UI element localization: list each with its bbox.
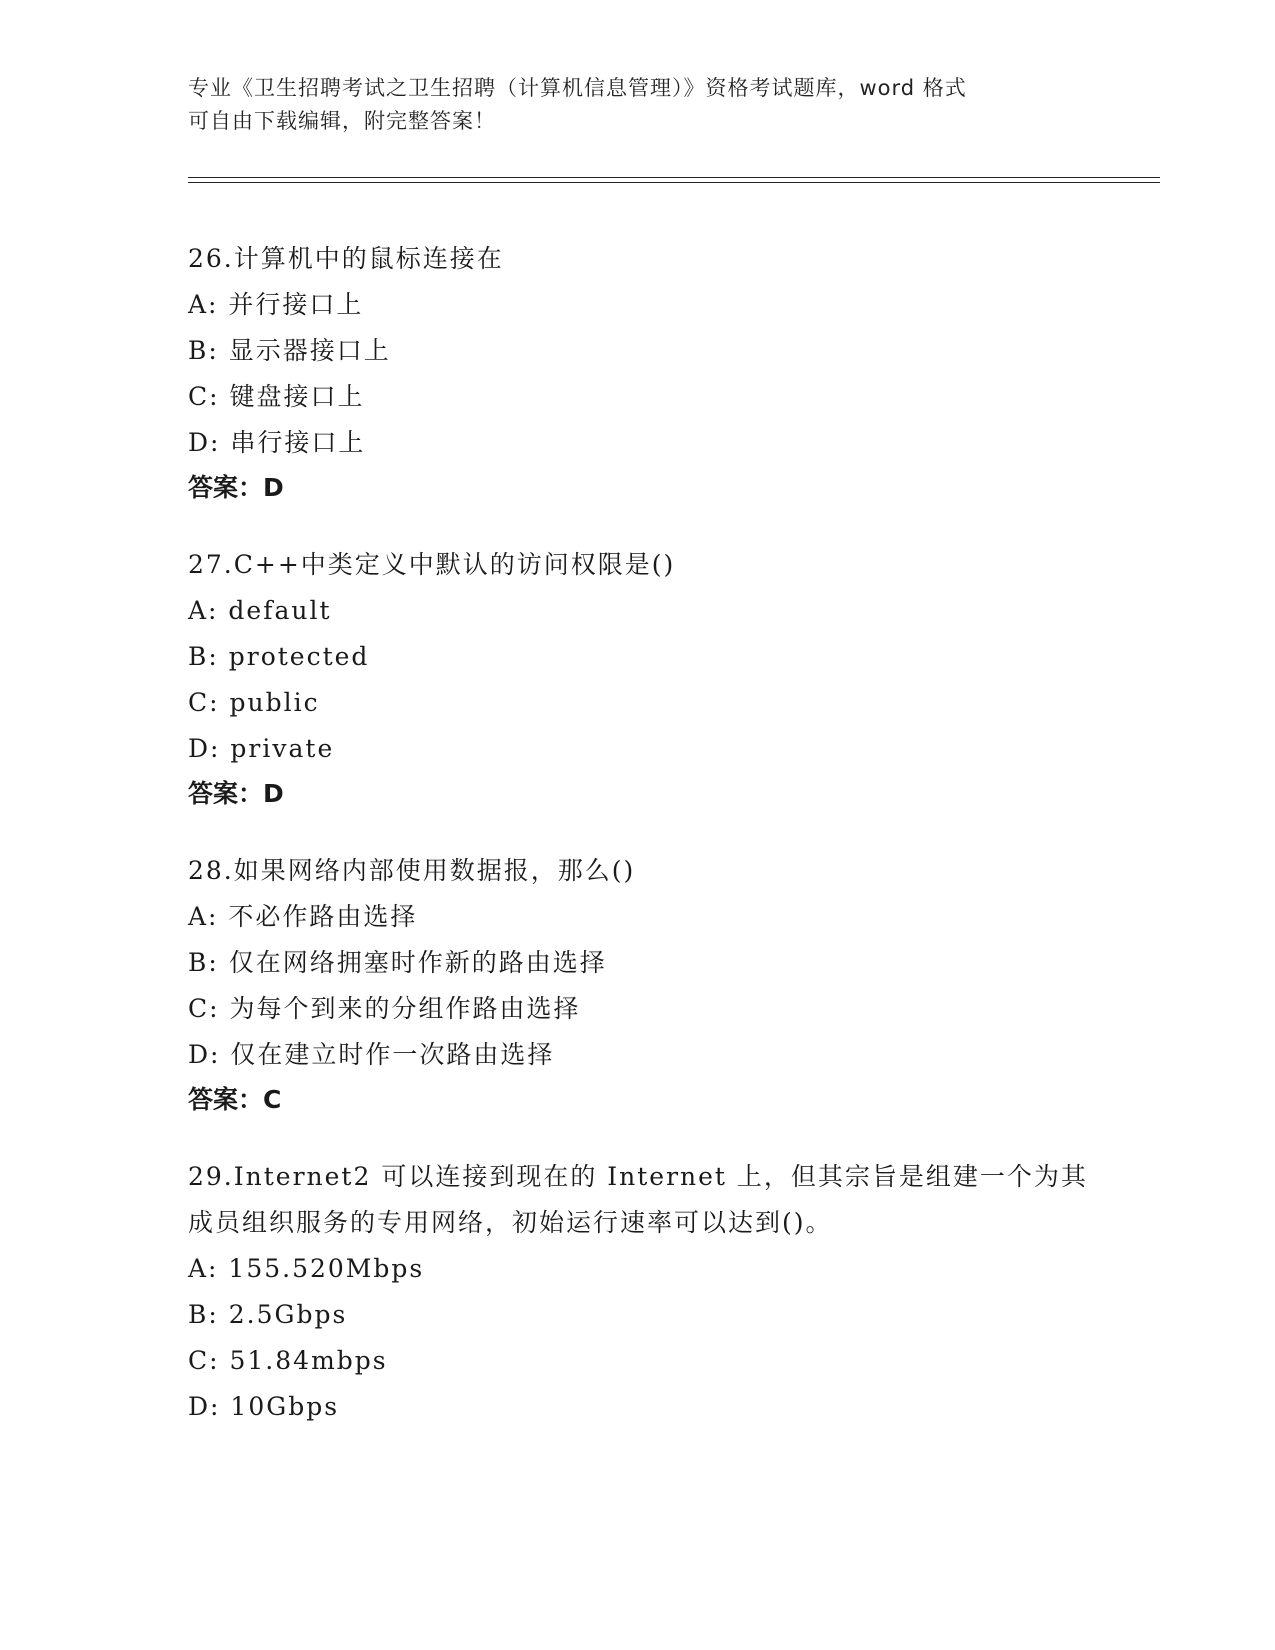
answer: 答案：D <box>188 779 284 808</box>
option-d: D: 10Gbps <box>188 1392 340 1421</box>
option-a: A: 不必作路由选择 <box>188 902 418 931</box>
option-b: B: 显示器接口上 <box>188 336 391 365</box>
option-c: C: 为每个到来的分组作路由选择 <box>188 994 581 1023</box>
option-d: D: 串行接口上 <box>188 428 366 457</box>
document-header <box>188 72 1088 138</box>
option-a: A: default <box>188 596 332 625</box>
question-28 <box>188 848 1088 1122</box>
question-text: 27.C++中类定义中默认的访问权限是() <box>188 550 676 579</box>
question-29 <box>188 1154 1088 1430</box>
option-c: C: public <box>188 688 320 717</box>
header-line-2: 可自由下载编辑，附完整答案！ <box>188 109 496 133</box>
header-line-1: 专业《卫生招聘考试之卫生招聘（计算机信息管理）》资格考试题库，word 格式 <box>188 76 967 100</box>
answer: 答案：C <box>188 1085 282 1114</box>
option-d: D: 仅在建立时作一次路由选择 <box>188 1040 555 1069</box>
question-text: 28.如果网络内部使用数据报，那么() <box>188 856 636 885</box>
option-b: B: 仅在网络拥塞时作新的路由选择 <box>188 948 607 977</box>
question-26 <box>188 236 1088 510</box>
header-divider-top <box>188 177 1160 178</box>
answer: 答案：D <box>188 473 284 502</box>
option-c: C: 51.84mbps <box>188 1346 388 1375</box>
question-list <box>188 236 1088 1462</box>
question-text: 26.计算机中的鼠标连接在 <box>188 244 504 273</box>
option-a: A: 并行接口上 <box>188 290 364 319</box>
option-b: B: protected <box>188 642 370 671</box>
question-27 <box>188 542 1088 816</box>
question-text: 29.Internet2 可以连接到现在的 Internet 上，但其宗旨是组建一个为其成员组织服务的专用网络，初始运行速率可以达到()。 <box>188 1162 1088 1237</box>
option-b: B: 2.5Gbps <box>188 1300 348 1329</box>
option-c: C: 键盘接口上 <box>188 382 365 411</box>
header-divider-bottom <box>188 182 1160 183</box>
option-d: D: private <box>188 734 335 763</box>
option-a: A: 155.520Mbps <box>188 1254 425 1283</box>
